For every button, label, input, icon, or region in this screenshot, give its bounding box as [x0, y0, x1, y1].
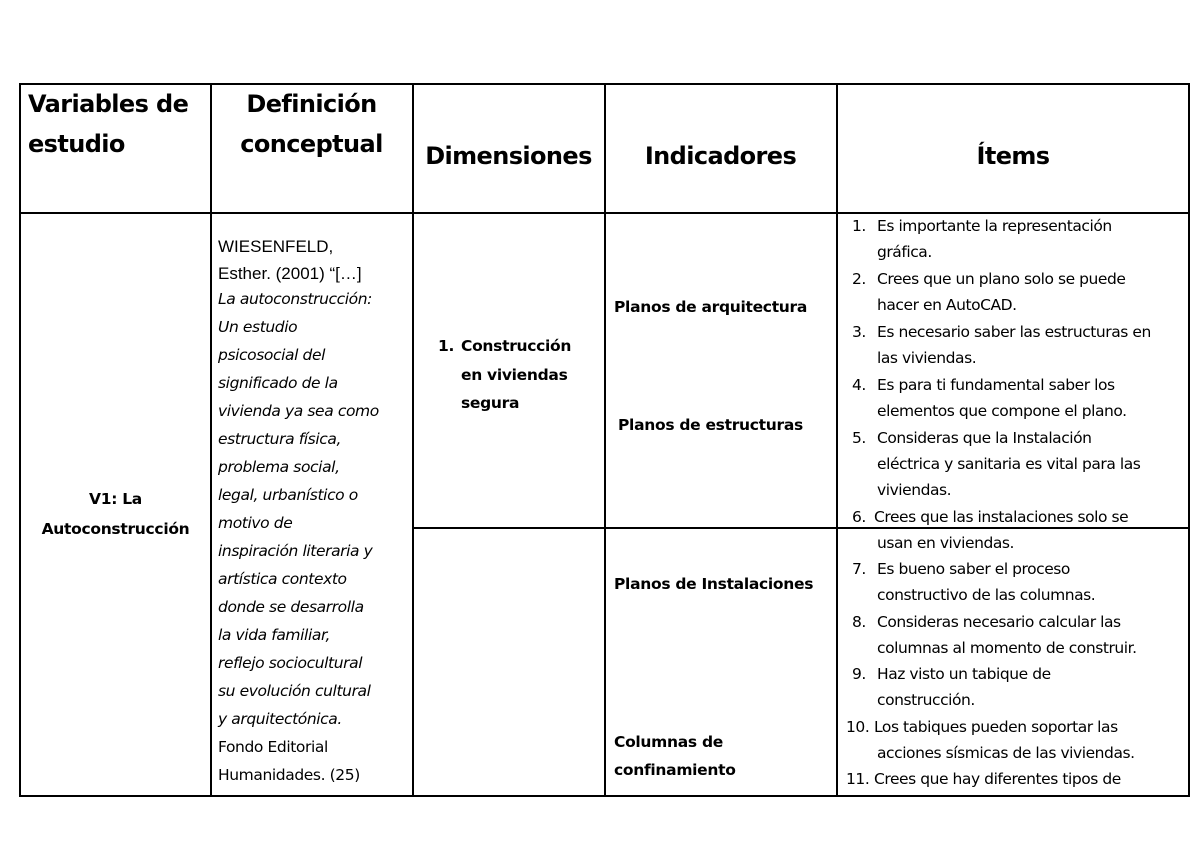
- header-indicadores: Indicadores: [644, 142, 797, 170]
- item-line: las viviendas.: [877, 349, 977, 367]
- item-line: Crees que un plano solo se puede: [877, 270, 1126, 288]
- item-line: Es para ti fundamental saber los: [877, 376, 1115, 394]
- row-divider: [412, 527, 1190, 529]
- item-line: Haz visto un tabique de: [877, 665, 1051, 683]
- column-divider-1: [210, 83, 212, 797]
- item-number: 6.: [852, 508, 866, 526]
- item-line: usan en viviendas.: [877, 534, 1014, 552]
- item-number: 10.: [846, 718, 870, 736]
- definition-line: estructura física,: [218, 430, 341, 448]
- item-line: columnas al momento de construir.: [877, 639, 1137, 657]
- definition-line: y arquitectónica.: [218, 710, 342, 728]
- item-line: Es bueno saber el proceso: [877, 560, 1070, 578]
- header-definicion-line-2: conceptual: [240, 130, 383, 158]
- variable-line-2: Autoconstrucción: [41, 520, 190, 538]
- item-number: 11.: [846, 770, 870, 788]
- definition-line: Esther. (2001) “[…]: [218, 264, 362, 283]
- definition-line: vivienda ya sea como: [218, 402, 379, 420]
- item-line: elementos que compone el plano.: [877, 402, 1127, 420]
- definition-line: psicosocial del: [218, 346, 326, 364]
- definition-line: reflejo sociocultural: [218, 654, 363, 672]
- dimension-line-3: segura: [461, 394, 520, 412]
- dimension-line-2: en viviendas: [461, 366, 568, 384]
- item-line: constructivo de las columnas.: [877, 586, 1096, 604]
- definition-line: Humanidades. (25): [218, 766, 360, 784]
- definition-line: su evolución cultural: [218, 682, 371, 700]
- dimension-number: 1.: [438, 337, 455, 355]
- header-variables-line-2: estudio: [28, 130, 125, 158]
- table-border-left: [19, 83, 21, 797]
- indicator-planos-estructuras: Planos de estructuras: [618, 416, 803, 434]
- item-number: 8.: [852, 613, 866, 631]
- definition-line: legal, urbanístico o: [218, 486, 358, 504]
- definition-line: artística contexto: [218, 570, 347, 588]
- item-line: Consideras necesario calcular las: [877, 613, 1121, 631]
- item-line: hacer en AutoCAD.: [877, 296, 1017, 314]
- item-line: Los tabiques pueden soportar las: [874, 718, 1118, 736]
- indicator-planos-instalaciones: Planos de Instalaciones: [614, 575, 814, 593]
- item-line: construcción.: [877, 691, 975, 709]
- indicator-columnas-line-2: confinamiento: [614, 761, 736, 779]
- indicator-columnas-line-1: Columnas de: [614, 733, 723, 751]
- item-number: 3.: [852, 323, 866, 341]
- item-line: viviendas.: [877, 481, 952, 499]
- item-number: 4.: [852, 376, 866, 394]
- definition-line: Un estudio: [218, 318, 298, 336]
- definition-line: inspiración literaria y: [218, 542, 373, 560]
- column-divider-2: [412, 83, 414, 797]
- indicator-planos-arquitectura: Planos de arquitectura: [614, 298, 808, 316]
- item-line: acciones sísmicas de las viviendas.: [877, 744, 1135, 762]
- item-number: 5.: [852, 429, 866, 447]
- column-divider-4: [836, 83, 838, 797]
- definition-line: donde se desarrolla: [218, 598, 364, 616]
- item-number: 2.: [852, 270, 866, 288]
- item-number: 9.: [852, 665, 866, 683]
- definition-line: La autoconstrucción:: [218, 290, 373, 308]
- item-number: 7.: [852, 560, 866, 578]
- item-line: eléctrica y sanitaria es vital para las: [877, 455, 1141, 473]
- column-divider-3: [604, 83, 606, 797]
- dimension-line-1: Construcción: [461, 337, 572, 355]
- item-line: Crees que las instalaciones solo se: [874, 508, 1129, 526]
- definition-line: WIESENFELD,: [218, 237, 334, 256]
- definition-line: problema social,: [218, 458, 340, 476]
- definition-line: motivo de: [218, 514, 293, 532]
- definition-line: Fondo Editorial: [218, 738, 328, 756]
- item-line: Es importante la representación: [877, 217, 1112, 235]
- item-line: Consideras que la Instalación: [877, 429, 1092, 447]
- header-definicion-line-1: Definición: [246, 90, 377, 118]
- definition-line: la vida familiar,: [218, 626, 331, 644]
- variable-line-1: V1: La: [89, 490, 142, 508]
- definition-line: significado de la: [218, 374, 338, 392]
- header-dimensiones: Dimensiones: [425, 142, 592, 170]
- header-variables-line-1: Variables de: [28, 90, 189, 118]
- item-line: Es necesario saber las estructuras en: [877, 323, 1151, 341]
- table-border-right: [1188, 83, 1190, 797]
- item-line: Crees que hay diferentes tipos de: [874, 770, 1121, 788]
- header-items: Ítems: [976, 142, 1050, 170]
- item-number: 1.: [852, 217, 866, 235]
- item-line: gráfica.: [877, 243, 932, 261]
